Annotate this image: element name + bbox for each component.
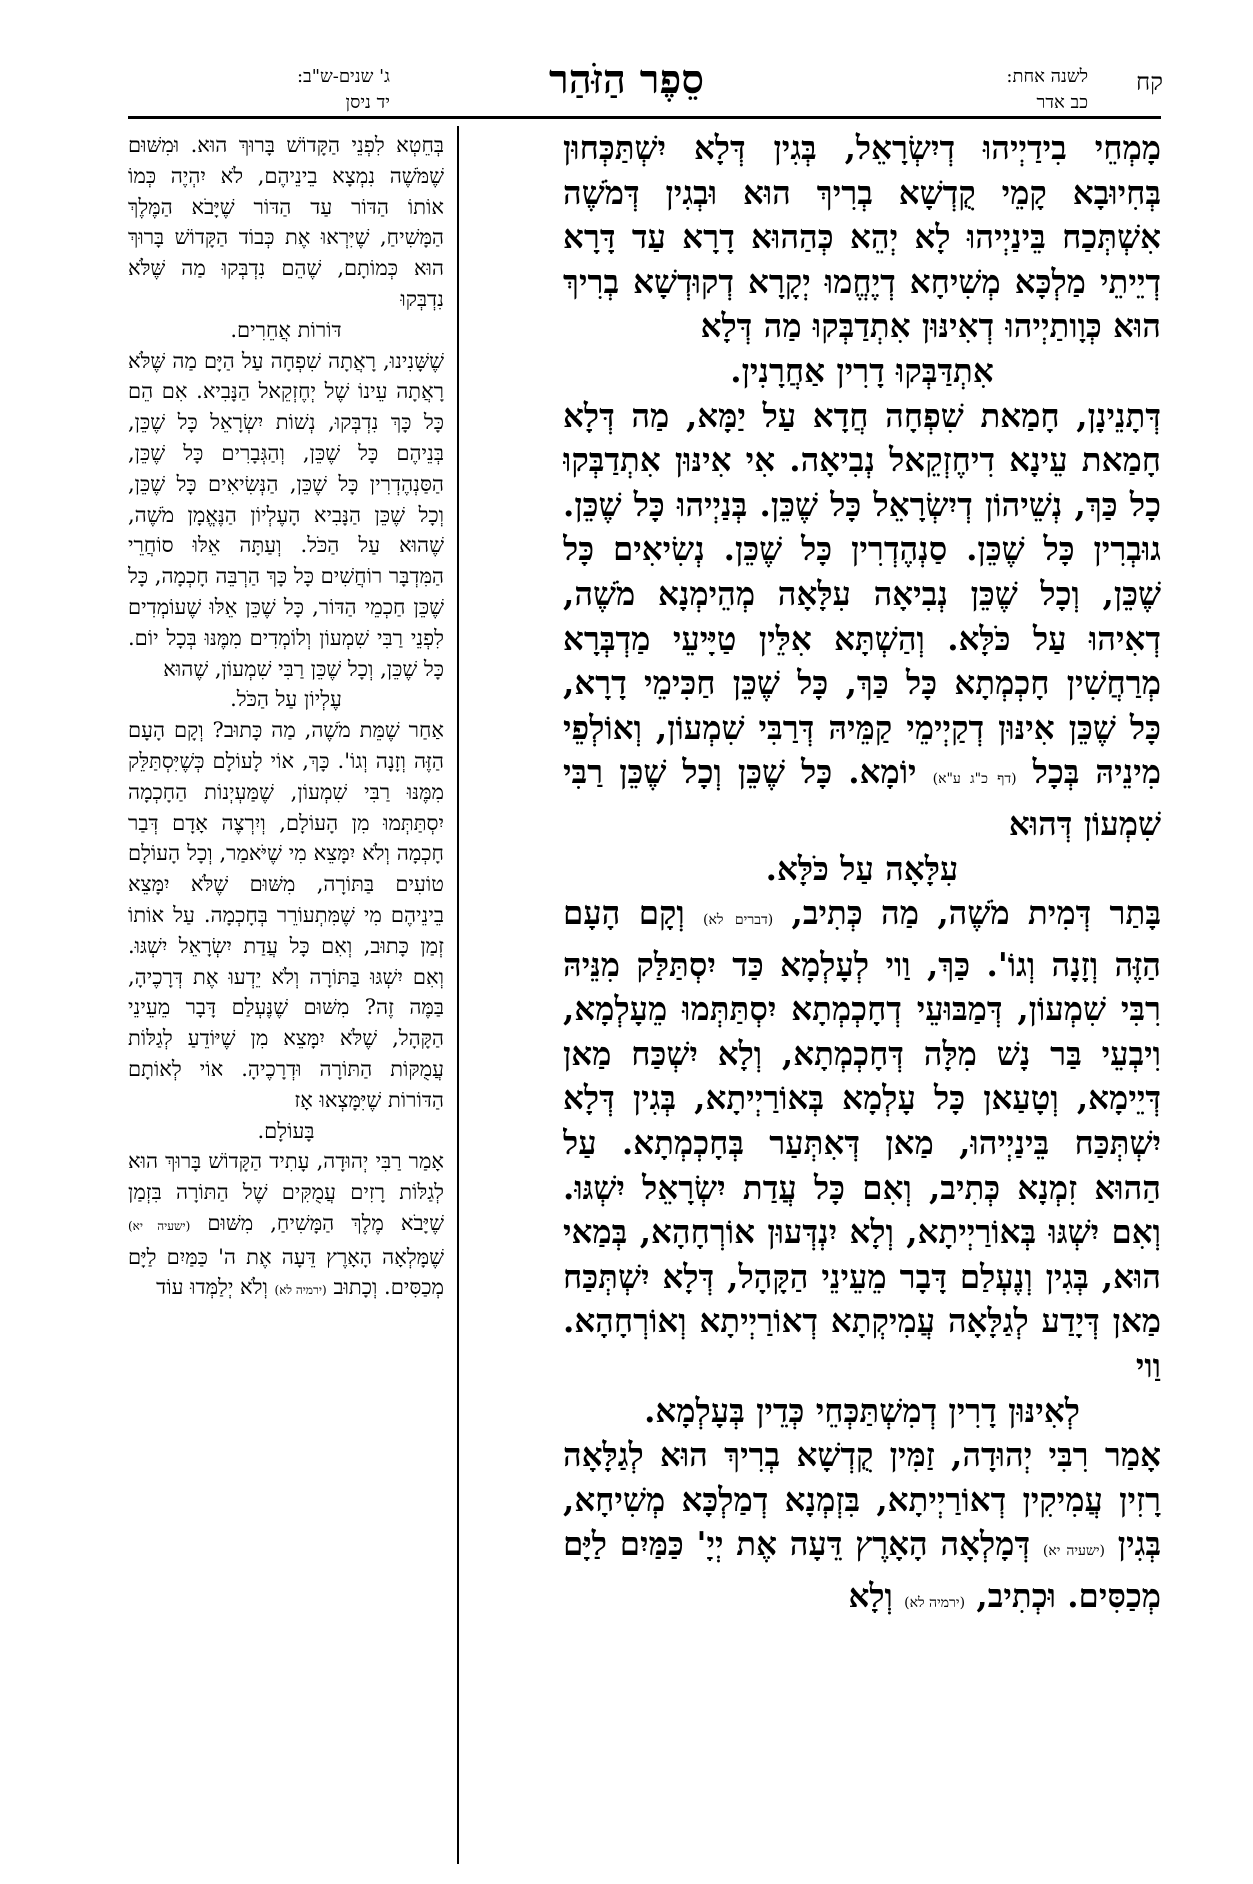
main-paragraph [563, 394, 1161, 847]
side-paragraph: אַחַר שֶׁמֵּת מֹשֶׁה, מַה כָּתוּב? וְקָם הָעָם הַזֶּה וְזָנָה וְגוֹ'. כָּךְ, אוֹי לָעוֹלָם כְּשֶׁיִּסְתַּלֵּק מִמֶּנּוּ רַבִּי שִׁמְעוֹן, שֶׁמַּעְיְנוֹת הַחָכְמָה יִסְתַּתְּמוּ מִן הָעוֹלָם, וְיִרְצֶה אָדָם דְּבַר חָכְמָה וְלֹא יִמָּצֵא מִי שֶׁיֹּאמַר, וְכָל הָעוֹלָם טוֹעִים בַּתּוֹרָה, מִשּׁוּם שֶׁלֹּא יִמָּצֵא בֵינֵיהֶם מִי שֶׁמִּתְעוֹרֵר בְּחָכְמָה. עַל אוֹתוֹ זְמַן כָּתוּב, וְאִם כָּל עֲדַת יִשְׂרָאֵל יִשְׁגּוּ. וְאִם יִשְׁגּוּ בַּתּוֹרָה וְלֹא יֵדְעוּ אֶת דְּרָכֶיהָ, בַּמֶּה זֶה? מִשּׁוּם שֶׁנֶּעְלַם דָּבָר מֵעֵינֵי הַקָּהָל, שֶׁלֹּא יִמָּצֵא מִן שֶׁיּוֹדֵעַ לְגַלּוֹת עֲמֻקּוֹת הַתּוֹרָה וּדְרָכֶיהָ. אוֹי לְאוֹתָם הַדּוֹרוֹת שֶׁיִּמָּצְאוּ אָז [128, 718, 444, 1112]
hebrew-translation-column [128, 130, 444, 1864]
side-paragraph-end: דּוֹרוֹת אֲחֵרִים. [230, 317, 342, 342]
schedule-date: כב אדר [1036, 92, 1088, 113]
main-text: וְקָם הָעָם הַזֶּה וְזָנָה וְגוֹ'. כַּךְ, וַוי לְעָלְמָא כַּד יִסְתַּלַּק מִנֵּיהּ רִבִּי שִׁמְעוֹן, דְּמַבּוּעֵי דְחָכְמְתָא יִסְתַּתְּמוּ מֵעָלְמָא, וִיבְעֵי בַּר נָשׁ מִלָּה דְּחָכְמְתָא, וְלָא יִשְׁכַּח מַאן דְּיֵימָא, וְטָעַאן כָּל עָלְמָא בְּאוֹרַיְיתָא, בְּגִין דְּלָא יִשְׁתְּכַּח בֵּינַיְיהוּ, מַאן דְּאִתְּעַר בְּחָכְמְתָא. עַל הַהוּא זִמְנָא כְּתִיב, וְאִם כָּל עֲדַת יִשְׂרָאֵל יִשְׁגּוּ. וְאִם יִשְׁגּוּ בְּאוֹרַיְיתָא, וְלָא יִנְדְּעוּן אוֹרְחָהָא, בְּמַאי הוּא, בְּגִין וְנֶעְלַם דָּבָר מֵעֵינֵי הַקָּהָל, דְּלָא יִשְׁתְּכַּח מַאן דְּיָדַע לְגַלָּאָה עֲמִיקְתָא דְאוֹרַיְיתָא וְאוֹרְחָהָא. וַוי [563, 893, 1161, 1386]
reading-schedule-three-years [130, 64, 390, 116]
aramaic-text-column [563, 126, 1161, 1864]
schedule-label: לשנה אחת: [1006, 66, 1088, 87]
main-text: דְּמָלְאָה הָאָרֶץ דֵּעָה אֶת יְיָ' כַּמַּיִם לַיָּם מְכַסִּים. וּכְתִיב, [563, 1524, 1161, 1615]
main-paragraph [563, 1433, 1161, 1625]
side-paragraph: בְּחֵטְא לִפְנֵי הַקָּדוֹשׁ בָּרוּךְ הוּא. וּמִשּׁוּם שֶׁמֹּשֶׁה נִמְצָא בֵינֵיהֶם, לֹא יִהְיֶה כְּמוֹ אוֹתוֹ הַדּוֹר עַד הַדּוֹר שֶׁיָּבֹא הַמֶּלֶךְ הַמָּשִׁיחַ, שֶׁיִּרְאוּ אֶת כְּבוֹד הַקָּדוֹשׁ בָּרוּךְ הוּא כְּמוֹתָם, שֶׁהֵם נִדְבְּקוּ מַה שֶּׁלֹּא נִדְבְּקוּ [128, 133, 444, 311]
main-paragraph-end: אִתְדַּבְּקוּ דָרִין אַחֲרָנִין. [730, 350, 994, 390]
side-paragraph-end: בָּעוֹלָם. [257, 1118, 315, 1143]
main-paragraph [563, 891, 1161, 1389]
column-divider [457, 126, 459, 1864]
verse-reference: (ישעיה יא) [128, 1218, 191, 1233]
main-text: רָזִין עֲמִיקִין דְאוֹרַיְיתָא, בִּזְמְנָא דְמַלְכָּא מְשִׁיחָא, בְּגִין [563, 1479, 1161, 1564]
schedule-date: יד ניסן [345, 92, 390, 113]
main-paragraph [563, 126, 1161, 349]
side-paragraph [128, 1146, 444, 1306]
verse-reference: (ישעיה יא) [1042, 1543, 1106, 1560]
side-text: אָמַר רַבִּי יְהוּדָה, עָתִיד הַקָּדוֹשׁ בָּרוּךְ הוּא לְגַלּוֹת רָזִים עֲמֻקִּים שֶׁל הַתּוֹרָה בִּזְמַן שֶׁיָּבֹא מֶלֶךְ הַמָּשִׁיחַ, מִשּׁוּם [128, 1149, 444, 1235]
page-header [0, 0, 1253, 118]
side-text: שֶׁמָּלְאָה הָאָרֶץ דֵּעָה אֶת ה' כַּמַּיִם לַיָּם מְכַסִּים. וְכָתוּב [128, 1244, 444, 1300]
main-text: דְּתָנֵינָן, חָמַאת שִׁפְחָה חֲדָא עַל יַמָּא, מַה דְּלָא חָמַאת עֵינָא דִיחֶזְקֵאל נְבִיאָה. אִי אִינּוּן אִתְדַבְּקוּ כָל כַּךְ, נְשֵׁיהוֹן דְיִשְׂרָאֵל כָּל שֶׁכֵּן. בְּנַיְיהוּ כָּל שֶׁכֵּן. גוּבְרִין כָּל שֶׁכֵּן. סַנְהֶדְרִין כָּל שֶׁכֵּן. נְשִׂיאִים כָּל שֶׁכֵּן, וְכָל שֶׁכֵּן נְבִיאָה עִלָּאָה מְהֵימְנָא מֹשֶׁה, דְאִיהוּ עַל כֹּלָּא. וְהַשְׁתָּא אִלֵּין טַיָּיעֵי מַדְבְּרָא מְרַחֲשִׁין חָכְמְתָא כָּל כַּךְ, כָּל שֶׁכֵּן חַכִּימֵי דָרָא, כָּל שֶׁכֵּן אִינּוּן דְקַיְימֵי קַמֵּיהּ דְּרַבִּי שִׁמְעוֹן, וְאוֹלְפֵי מִינֵיהּ בְּכָל [563, 395, 1161, 792]
schedule-label: ג' שנים-ש"ב: [296, 66, 390, 87]
side-text: וְלֹא יְלַמְּדוּ עוֹד [156, 1275, 268, 1300]
main-text: אָמַר רִבִּי יְהוּדָה, זַמִּין קֻדְשָׁא בְרִיךְ הוּא לְגַלָּאָה [563, 1435, 1161, 1475]
main-paragraph-end: עִלָּאָה עַל כֹּלָּא. [765, 848, 959, 888]
folio-reference: (דף כ"ג ע"א) [932, 771, 1017, 788]
main-text: וְלָא [848, 1576, 893, 1615]
page-number: קח [1135, 68, 1163, 96]
side-paragraph: שֶׁשָּׁנִינוּ, רָאֲתָה שִׁפְחָה עַל הַיָּם מַה שֶּׁלֹּא רָאֲתָה עֵינוֹ שֶׁל יְחֶזְקֵאל הַנָּבִיא. אִם הֵם כָּל כָּךְ נִדְבְּקוּ, נְשׁוֹת יִשְׂרָאֵל כָּל שֶׁכֵּן, בְּנֵיהֶם כָּל שֶׁכֵּן, וְהַגְּבָרִים כָּל שֶׁכֵּן, הַסַּנְהֶדְרִין כָּל שֶׁכֵּן, הַנְּשִׂיאִים כָּל שֶׁכֵּן, וְכָל שֶׁכֵּן הַנָּבִיא הָעֶלְיוֹן הַנֶּאֱמָן מֹשֶׁה, שֶׁהוּא עַל הַכֹּל. וְעַתָּה אֵלּוּ סוֹחֲרֵי הַמִּדְבָּר רוֹחֲשִׁים כָּל כָּךְ הַרְבֵּה חָכְמָה, כָּל שֶׁכֵּן חַכְמֵי הַדּוֹר, כָּל שֶׁכֵּן אֵלּוּ שֶׁעוֹמְדִים לִפְנֵי רַבִּי שִׁמְעוֹן וְלוֹמְדִים מִמֶּנּוּ בְּכָל יוֹם. כָּל שֶׁכֵּן, וְכָל שֶׁכֵּן רַבִּי שִׁמְעוֹן, שֶׁהוּא [128, 348, 444, 681]
book-title: סֵפֶר הַזֹּהַר [549, 56, 704, 103]
verse-reference: (ירמיה לא) [904, 1595, 966, 1611]
header-rule [128, 116, 1161, 119]
main-text: מָמְחֵי בִידַיְיהוּ דְיִשְׂרָאֵל, בְּגִין דְּלָא יִשְׁתַּכְּחוּן בְּחִיוּבָא קָמֵי קֻדְשָׁא בְרִיךְ הוּא וּבְגִין דְּמֹשֶׁה אִשְׁתְּכַח בֵּינַיְיהוּ לָא יְהֵא כְּהַהוּא דָרָא עַד דָּרָא דְיֵיתֵי מַלְכָּא מְשִׁיחָא דְיֶחֱמוּ יְקָרָא דְקוּדְשָׁא בְרִיךְ הוּא כְּוָותַיְיהוּ דְאִינּוּן אִתְדַבְּקוּ מַה דְּלָא [563, 128, 1161, 346]
main-paragraph-end: לְאִינּוּן דָרִין דְמִשְׁתַּכְּחֵי כְּדֵין בְּעָלְמָא. [644, 1390, 1080, 1430]
side-paragraph-end: עֶלְיוֹן עַל הַכֹּל. [230, 687, 342, 712]
main-text: יוֹמָא. כָּל שֶׁכֵּן וְכָל שֶׁכֵּן רַבִּי שִׁמְעוֹן דְּהוּא [563, 752, 1161, 843]
verse-reference: (דברים לא) [703, 912, 774, 929]
main-text: בָּתַר דְּמִית מֹשֶׁה, מַה כְּתִיב, [791, 893, 1161, 933]
verse-reference: (ירמיה לא) [274, 1283, 327, 1298]
